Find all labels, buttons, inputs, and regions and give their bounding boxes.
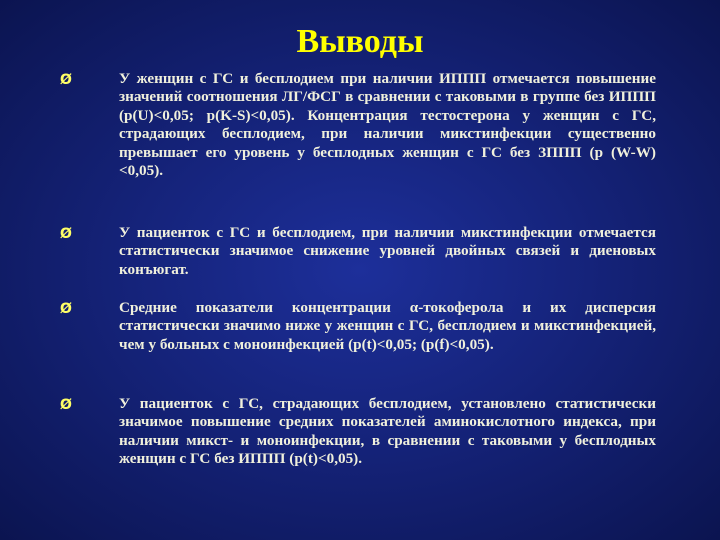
bullet-arrow-icon: Ø (60, 72, 72, 88)
conclusion-item-4: У пациенток с ГС, страдающих бесплодием, установлено статистически значимое повышение средних показателей аминокислотного индекса, при наличии микст- и моноинфекции, в сравнении с таковыми у бесплодных женщин с ГС без ИППП (p(t)<0,05). (119, 395, 656, 468)
conclusion-item-3: Средние показатели концентрации α-токоферола и их дисперсия статистически значимо ниже у женщин с ГС, бесплодием и микстинфекцией, чем у больных с моноинфекцией (p(t)<0,05; (p(f)<0,05). (119, 299, 656, 353)
slide-title: Выводы (296, 23, 424, 60)
conclusion-item-1: У женщин с ГС и бесплодием при наличии ИППП отмечается повышение значений соотношения ЛГ/ФСГ в сравнении с таковыми в группе без ИППП (p(U)<0,05; p(K-S)<0,05). Концентрация тестостерона у женщин с ГС, страдающих бесплодием, при наличии микстинфекции существенно превышает его уровень у бесплодных женщин с ГС без ЗППП (p (W-W) <0,05). (119, 70, 656, 180)
bullet-arrow-icon: Ø (60, 397, 72, 413)
bullet-arrow-icon: Ø (60, 301, 72, 317)
bullet-arrow-icon: Ø (60, 226, 72, 242)
conclusion-item-2: У пациенток с ГС и бесплодием, при наличии микстинфекции отмечается статистически значимое снижение уровней двойных связей и диеновых конъюгат. (119, 224, 656, 278)
